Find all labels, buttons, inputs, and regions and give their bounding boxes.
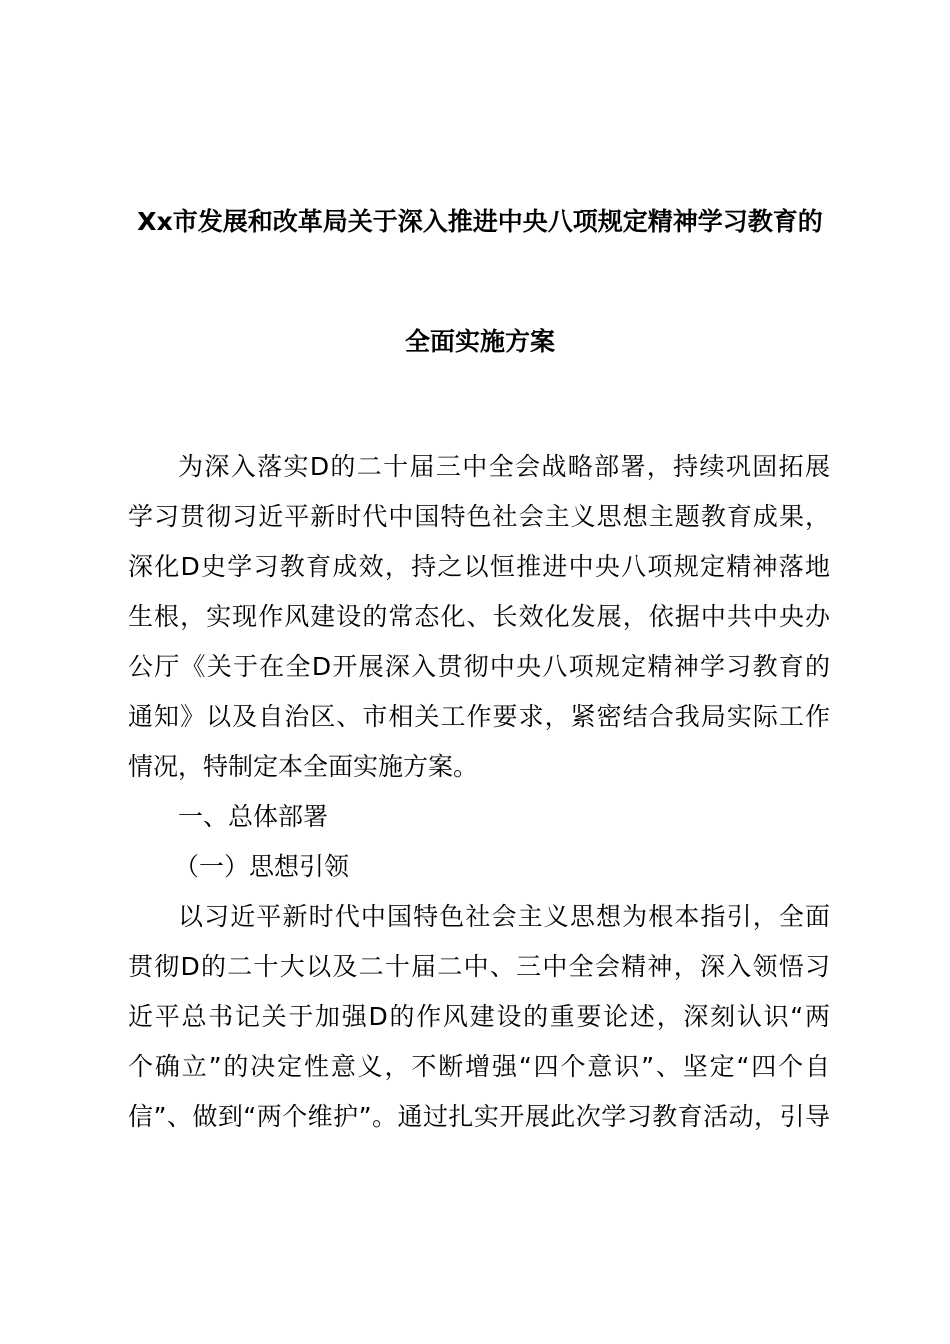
intro-paragraph-line: 公厅《关于在全D开展深入贯彻中央八项规定精神学习教育的: [128, 652, 830, 681]
body-paragraph-line: 贯彻D的二十大以及二十届二中、三中全会精神，深入领悟习: [128, 952, 830, 981]
body-paragraph-line: 以习近平新时代中国特色社会主义思想为根本指引，全面: [178, 902, 830, 931]
section-heading: 一、总体部署: [178, 802, 329, 831]
intro-paragraph-line: 学习贯彻习近平新时代中国特色社会主义思想主题教育成果，: [128, 502, 830, 531]
document-title-line-1: Xx市发展和改革局关于深入推进中央八项规定精神学习教育的: [137, 207, 823, 236]
intro-paragraph-line: 为深入落实D的二十届三中全会战略部署，持续巩固拓展: [178, 452, 830, 481]
body-paragraph-line: 近平总书记关于加强D的作风建设的重要论述，深刻认识“两: [128, 1002, 830, 1031]
body-paragraph-line: 个确立”的决定性意义，不断增强“四个意识”、坚定“四个自: [128, 1052, 830, 1081]
subsection-heading: （一）思想引领: [174, 852, 350, 881]
intro-paragraph-line: 情况，特制定本全面实施方案。: [128, 752, 479, 781]
document-title-line-2: 全面实施方案: [404, 327, 555, 356]
intro-paragraph-line: 生根，实现作风建设的常态化、长效化发展，依据中共中央办: [128, 602, 830, 631]
intro-paragraph-line: 深化D史学习教育成效，持之以恒推进中央八项规定精神落地: [128, 552, 830, 581]
intro-paragraph-line: 通知》以及自治区、市相关工作要求，紧密结合我局实际工作: [128, 702, 830, 731]
body-paragraph-line: 信”、做到“两个维护”。通过扎实开展此次学习教育活动，引导: [128, 1102, 830, 1131]
